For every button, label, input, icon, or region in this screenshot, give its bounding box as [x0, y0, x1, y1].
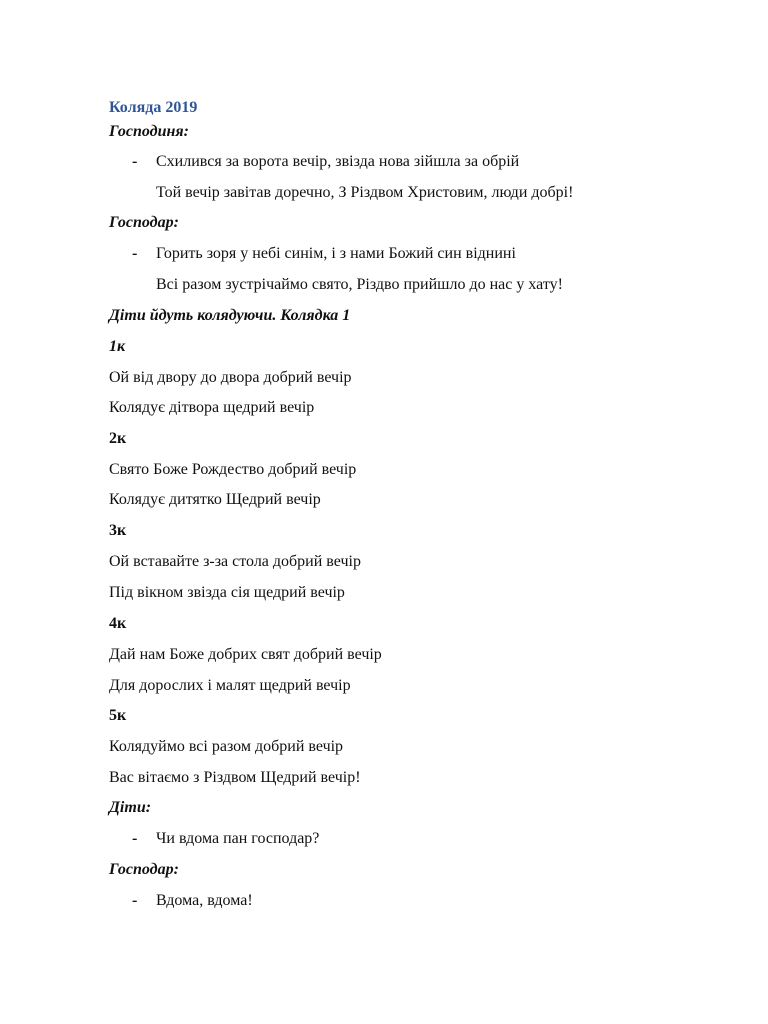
dialogue-line: Вдома, вдома!	[156, 892, 253, 909]
verse-number: 2к	[109, 430, 127, 447]
verse-line: Схилився за ворота вечір, звізда нова зійшла за обрій	[156, 153, 520, 170]
document-title: Коляда 2019	[109, 99, 198, 116]
dialogue-line: Чи вдома пан господар?	[156, 830, 320, 847]
speaker-label-children: Діти:	[109, 799, 152, 816]
verse-line: Вас вітаємо з Різдвом Щедрий вечір!	[109, 769, 361, 786]
verse-line: Колядує дитятко Щедрий вечір	[109, 491, 321, 508]
verse-line: Свято Боже Рождество добрий вечір	[109, 461, 357, 478]
speaker-label-hostess: Господиня:	[109, 123, 189, 140]
stage-direction: Діти йдуть колядуючи. Колядка 1	[109, 307, 351, 324]
bullet-dash: -	[132, 153, 138, 170]
verse-line: Той вечір завітав доречно, З Різдвом Христовим, люди добрі!	[156, 184, 574, 201]
verse-line: Всі разом зустрічаймо свято, Різдво прийшло до нас у хату!	[156, 276, 563, 293]
verse-line: Колядує дітвора щедрий вечір	[109, 399, 315, 416]
bullet-dash: -	[132, 245, 138, 262]
verse-line: Ой від двору до двора добрий вечір	[109, 369, 352, 386]
verse-number: 1к	[109, 338, 126, 355]
verse-line: Горить зоря у небі синім, і з нами Божий син віднині	[156, 245, 516, 262]
speaker-label-host: Господар:	[109, 214, 179, 231]
verse-number: 4к	[109, 615, 127, 632]
verse-number: 3к	[109, 522, 127, 539]
verse-number: 5к	[109, 707, 127, 724]
bullet-dash: -	[132, 830, 138, 847]
verse-line: Для дорослих і малят щедрий вечір	[109, 677, 351, 694]
verse-line: Під вікном звізда сія щедрий вечір	[109, 584, 345, 601]
bullet-dash: -	[132, 892, 138, 909]
speaker-label-host: Господар:	[109, 861, 179, 878]
verse-line: Ой вставайте з-за стола добрий вечір	[109, 553, 361, 570]
verse-line: Колядуймо всі разом добрий вечір	[109, 738, 344, 755]
verse-line: Дай нам Боже добрих свят добрий вечір	[109, 646, 382, 663]
